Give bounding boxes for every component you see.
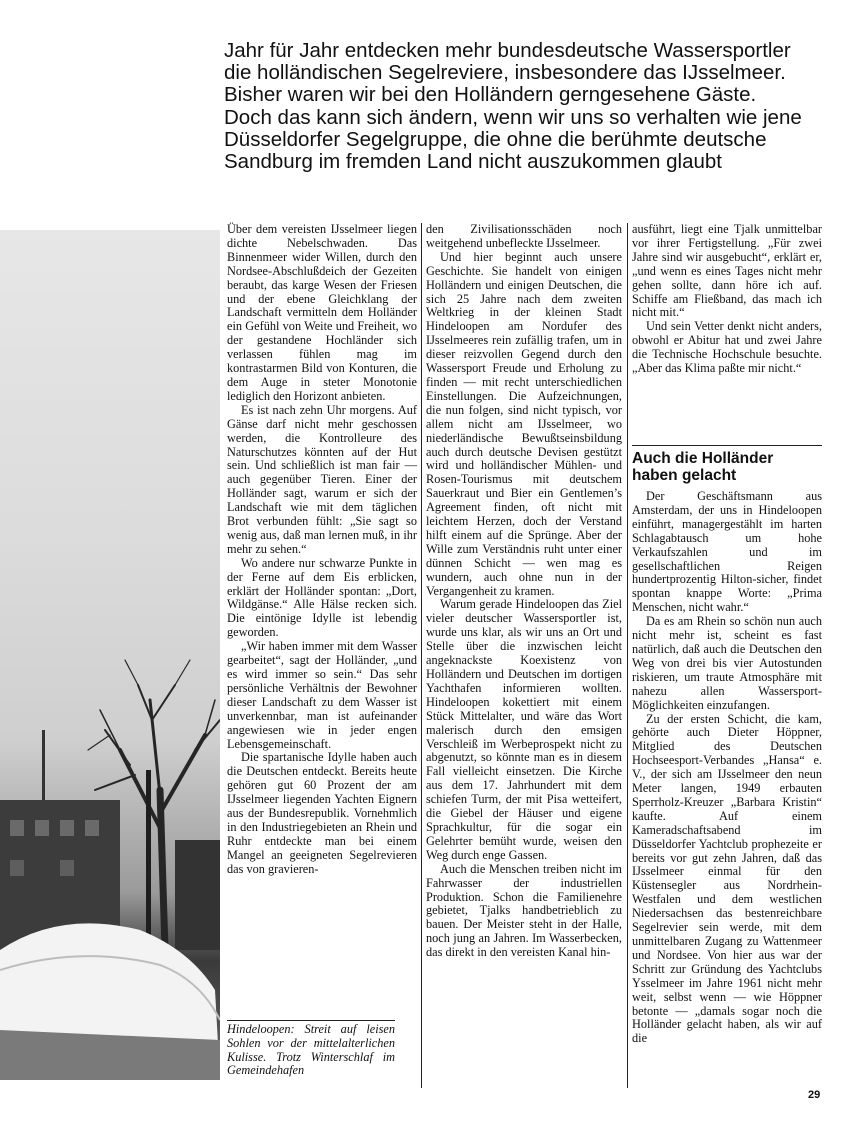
headline-line: Düsseldorfer Segelgruppe, die ohne die berühmte deutsche <box>224 127 767 151</box>
article-column-3-continued <box>632 490 822 1046</box>
paragraph: „Wir haben immer mit dem Wasser gearbeitet“, sagt der Holländer, „und es wird immer so sein.“ Das sehr persönliche Verhältnis der Bewohner dieser Landschaft zu dem Wasser ist unverkennbar, man ist aufeinander angewiesen wie in jeder engen Lebensgemeinschaft. <box>227 639 417 751</box>
headline-line: Bisher waren wir bei den Holländern gerngesehene Gäste. <box>224 83 757 107</box>
headline-line: die holländischen Segelreviere, insbesondere das IJsselmeer. <box>224 61 786 85</box>
headline-line: Sandburg im fremden Land nicht auszukommen glaubt <box>224 150 722 174</box>
paragraph: Warum gerade Hindeloopen das Ziel vieler deutscher Wassersportler ist, wurde uns klar, als wir uns an Ort und Stelle über die inzwischen leicht angeknackste Koexistenz von Holländern und Deutschen im dortigen Yachthafen informieren wollten. Hindeloopen kokettiert mit einem Stück Mittelalter, und wäre das Wort malerisch durch den emsigen Verschleiß im Werbeprospekt nicht zu abgenutzt, so könnte man es in diesem Fall vielleicht einsetzen. Die Kirche aus dem 17. Jahrhundert mit dem schiefen Turm, der mit Pisa wetteifert, die Giebel der Häuser und eigene Sprachkultur, für die sogar ein Gelehrter bemüht wurde, weisen den Weg durch enge Gassen. <box>426 597 622 862</box>
article-headline <box>224 40 834 173</box>
paragraph: Und sein Vetter denkt nicht anders, obwohl er Abitur hat und zwei Jahre die Technische Hochschule besuchte. „Aber das Klima paßte mir nicht.“ <box>632 319 822 376</box>
paragraph: Wo andere nur schwarze Punkte in der Ferne auf dem Eis erblicken, erklärt der Holländer spontan: „Dort, Wildgänse.“ Alle Hälse recken sich. Die eintönige Idylle ist lebendig geworden. <box>227 555 417 640</box>
page-number: 29 <box>808 1089 821 1101</box>
headline-line: Doch das kann sich ändern, wenn wir uns so verhalten wie jene <box>224 105 802 129</box>
paragraph: Und hier beginnt auch unsere Geschichte. Sie handelt von einigen Holländern und einigen Deutschen, die sich 25 Jahre nach dem zweiten Weltkrieg in der kleinen Stadt Hindeloopen am Nordufer des IJsselmeeres rein zufällig trafen, um in dieser reizvollen Gegend durch den Wassersport Freude und Erholung zu finden — mit recht unterschiedlichen Einstellungen. Die Aufzeichnungen, die nun folgen, sind nicht typisch, vor allem nicht am IJsselmeer, wo niederländische Bewußtseinsbildung auch durch deutsche Devisen gestützt wird und holländischer Mühlen- und Rosen-Tourismus mit deutschem Sauerkraut und Bier ein Gentlemen’s Agreement finden, oft nicht mit leichtem Herzen, doch der Verstand hilft einem auf die Sprünge. Aber der Wille zum Verständnis ruht unter einer dünnen Schicht — wen mag es wundern, auch ohne nun in der Vergangenheit zu kramen. <box>426 249 622 598</box>
harbor-photo-illustration <box>0 230 220 1080</box>
paragraph: Der Geschäftsmann aus Amsterdam, der uns in Hindeloopen einführt, managergestählt im harten Schlagabtausch um hohe Verkaufszahlen und im gesellschaftlichen Reigen hundertprozentig Hilton-sicher, findet spontan knappe Worte: „Prima Menschen, nicht wahr.“ <box>632 489 822 615</box>
headline-line: Jahr für Jahr entdecken mehr bundesdeutsche Wassersportler <box>224 39 791 62</box>
paragraph: den Zivilisationsschäden noch weitgehend unbefleckte IJsselmeer. <box>426 222 622 250</box>
paragraph: Über dem vereisten IJsselmeer liegen dichte Nebelschwaden. Das Binnenmeer wider Willen, durch den Nordsee-Abschlußdeich der Gezeiten beraubt, das karge Wesen der Friesen und der ebene Gleichklang der Landschaft vermitteln dem Holländer ein Gefühl von Weite und Freiheit, wo der gestandene Hochländer sich verlassen fühlen mag im kontrastarmen Bild von Konturen, die dem Auge in steter Monotonie lediglich den Horizont anbieten. <box>227 222 417 403</box>
paragraph: Die spartanische Idylle haben auch die Deutschen entdeckt. Bereits heute gehören gut 60 Prozent der am IJsselmeer liegenden Yachten Eignern aus der Bundesrepublik. Vornehmlich in den Industriegebieten an Rhein und Ruhr entdeckte man bei einem Mangel an geeigneten Segelrevieren das von gravieren- <box>227 750 417 876</box>
article-column-3 <box>632 223 822 376</box>
paragraph: Auch die Menschen treiben nicht im Fahrwasser der industriellen Produktion. Schon die Familienehre gebietet, Tjalks handbetrieblich zu bauen. Der Meister steht in der Halle, noch jung an Jahren. Im Wasserbecken, das direkt in den vereisten Kanal hin- <box>426 861 622 960</box>
article-column-2 <box>426 223 622 960</box>
paragraph: ausführt, liegt eine Tjalk unmittelbar vor ihrer Fertigstellung. „Für zwei Jahre sind wir ausgebucht“, erklärt er, „und wenn es eines Tages nicht mehr gehen sollte, dann höre ich auf. Schiffe am Fließband, das mach ich nicht mit.“ <box>632 222 822 320</box>
section-subheading: Auch die Holländer haben gelacht <box>632 445 822 484</box>
photo-caption: Hindeloopen: Streit auf leisen Sohlen vor der mittelalterlichen Kulisse. Trotz Winterschlaf im Gemeindehafen <box>227 1022 395 1078</box>
paragraph: Da es am Rhein so schön nun auch nicht mehr ist, scheint es fast natürlich, daß auch die Deutschen den Weg von drei bis vier Autostunden riskieren, um traute Atmosphäre mit nahezu allen Wassersport-Möglichkeiten einzufangen. <box>632 614 822 712</box>
paragraph: Zu der ersten Schicht, die kam, gehörte auch Dieter Höppner, Mitglied des Deutschen Hochseesport-Verbandes „Hansa“ e. V., der sich am IJsselmeer den neun Meter langen, 1949 erbauten Sperrholz-Kreuzer „Barbara Kristin“ kaufte. Auf einem Kameradschaftsabend im Düsseldorfer Yachtclub prophezeite er bereits vor gut zehn Jahren, daß das IJsselmeer einmal für den Küstensegler aus Nordrhein-Westfalen und dem westlichen Niedersachsen das bestenreichbare Segelrevier sein werde, mit dem unmittelbaren Zugang zu Wattenmeer und Nordsee. Von hier aus war der Schritt zur Gründung des Yachtclubs Ysselmeer im Jahre 1961 nicht mehr weit, selbst wenn — wie Höppner betonte — „damals sogar noch die Holländer gelacht haben, als wir auf die <box>632 711 822 1046</box>
paragraph: Es ist nach zehn Uhr morgens. Auf Gänse darf nicht mehr geschossen werden, die Kontrolleure des Naturschutzes könnten auf der Hut sein. Und schließlich ist man fair — auch gegenüber Tieren. Einer der Holländer sagt, warum er sich der Landschaft wie mit dem täglichen Brot verbunden fühlt: „Sie sagt so wenig aus, daß man lernen muß, in ihr mehr zu sehen.“ <box>227 402 417 556</box>
column-divider <box>627 223 628 1088</box>
harbor-photo <box>0 230 220 1080</box>
article-column-1 <box>227 223 417 877</box>
column-divider <box>421 223 422 1088</box>
